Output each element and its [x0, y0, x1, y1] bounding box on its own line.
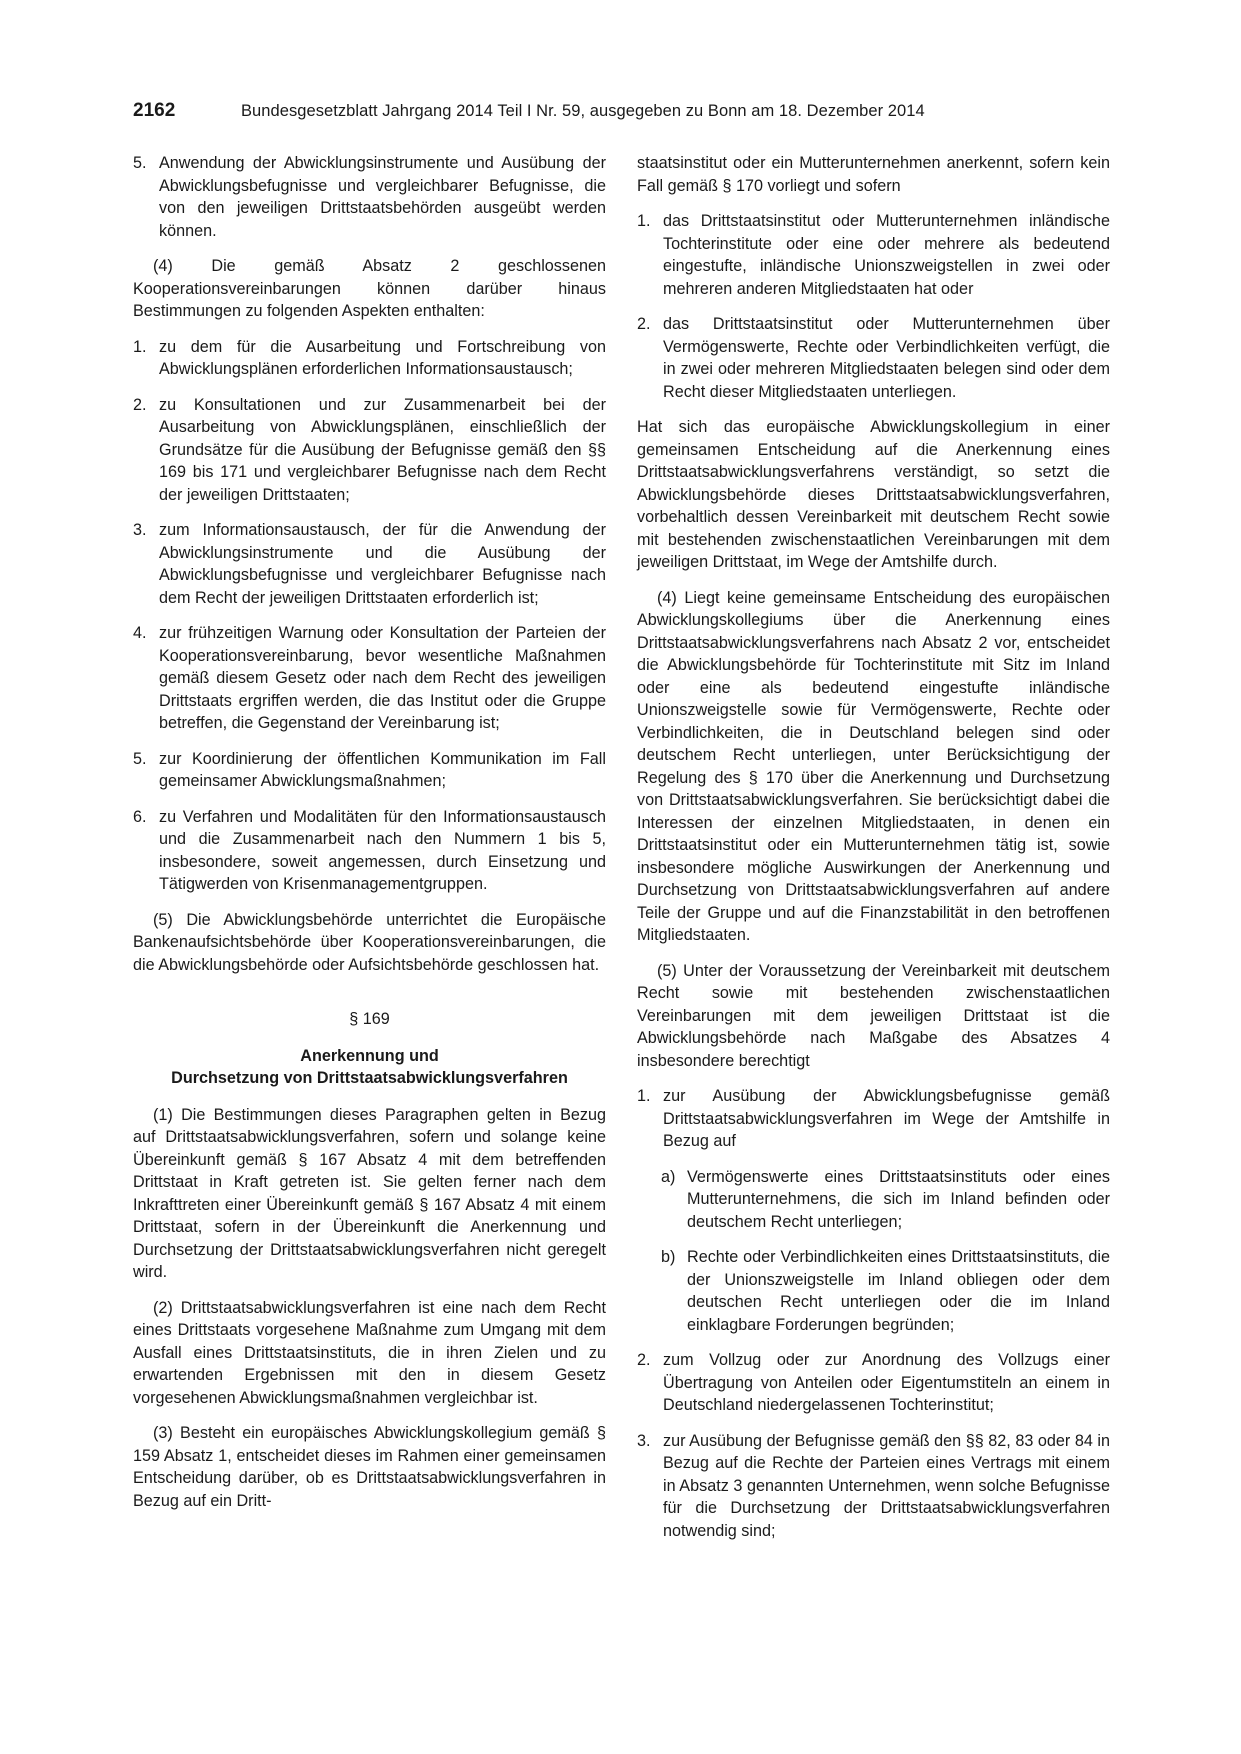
list-item: [637, 313, 1110, 403]
list-item: [637, 1085, 1110, 1153]
sub-item-letter: b): [661, 1248, 676, 1266]
item-text: Anwendung der Abwicklungsinstrumente und Ausübung der Abwicklungsbefugnisse und vergleichbarer Befugnisse, die von den jeweiligen Drittstaatsbehörden ausgeübt werden können.: [159, 154, 606, 240]
sub-list-item: [637, 1166, 1110, 1234]
section-title-line: Anerkennung und: [300, 1046, 439, 1065]
item-number: 2.: [133, 395, 147, 414]
section-title-line: Durchsetzung von Drittstaatsabwicklungsverfahren: [171, 1069, 568, 1087]
s169-paragraph-3: (3) Besteht ein europäisches Abwicklungskollegium gemäß § 159 Absatz 1, entscheidet dieses im Rahmen einer gemeinsamen Entscheidung darüber, ob es Drittstaatsabwicklungsverfahren in Bezug auf ein Dritt-: [133, 1424, 606, 1510]
sub-item-text: Vermögenswerte eines Drittstaatsinstituts oder eines Mutterunternehmens, die sich im Inland befinden oder deutschem Recht unterliegen;: [687, 1167, 1110, 1231]
s169-paragraph-1: (1) Die Bestimmungen dieses Paragraphen gelten in Bezug auf Drittstaatsabwicklungsverfahren, sofern und solange keine Übereinkunft gemäß § 167 Absatz 4 mit dem betreffenden Drittstaat in Kraft getreten ist. Sie gelten ferner nach dem Inkrafttreten einer Übereinkunft gemäß § 167 Absatz 4 mit einem Drittstaat, sofern in der Übereinkunft die Anerkennung und Durchsetzung der Drittstaatsabwicklungsverfahren nicht geregelt wird.: [133, 1105, 606, 1281]
s169-paragraph-2: (2) Drittstaatsabwicklungsverfahren ist eine nach dem Recht eines Drittstaats vorgesehene Maßnahme zum Umgang mit dem Ausfall eines Drittstaatsinstituts, die in ihren Zielen und zu erwartenden Ergebnissen mit den in diesem Gesetz vorgesehenen Abwicklungsmaßnahmen vergleichbar ist.: [133, 1298, 606, 1407]
list-item: [133, 519, 606, 609]
item-number: 6.: [133, 807, 147, 826]
item-text: zur frühzeitigen Warnung oder Konsultation der Parteien der Kooperationsvereinbarung, bevor wesentliche Maßnahmen gemäß diesem Gesetz oder nach dem Recht des jeweiligen Drittstaats ergriffen werden, die das Institut oder die Gruppe betreffen, die Gegenstand der Vereinbarung ist;: [159, 624, 606, 732]
item-text: zum Vollzug oder zur Anordnung des Vollzugs einer Übertragung von Anteilen oder Eigentumstiteln an einem in Deutschland niedergelassenen Tochterinstitut;: [663, 1351, 1110, 1414]
left-column: [133, 152, 606, 1525]
item-text: das Drittstaatsinstitut oder Mutterunternehmen über Vermögenswerte, Rechte oder Verbindlichkeiten verfügt, die in zwei oder mehreren Mitgliedstaaten belegen sind oder dem Recht dieser Mitgliedstaaten unterliegen.: [663, 315, 1110, 401]
item-number: 2.: [637, 1351, 651, 1369]
section-title: [133, 1045, 606, 1090]
header-title: Bundesgesetzblatt Jahrgang 2014 Teil I Nr. 59, ausgegeben zu Bonn am 18. Dezember 2014: [241, 102, 925, 120]
sub-item-text: Rechte oder Verbindlichkeiten eines Drittstaatsinstituts, die der Unionszweigstelle im Inland obliegen oder dem deutschen Recht unterliegen oder die im Inland einklagbare Forderungen begründen;: [687, 1248, 1110, 1334]
item-text: zur Koordinierung der öffentlichen Kommunikation im Fall gemeinsamer Abwicklungsmaßnahmen;: [159, 749, 606, 790]
list-item: [133, 152, 606, 242]
item-number: 3.: [637, 1431, 651, 1450]
item-text: das Drittstaatsinstitut oder Mutterunternehmen inländische Tochterinstitute oder eine oder mehrere als bedeutend eingestufte, inländische Unionszweigstellen in zwei oder mehreren anderen Mitgliedstaaten hat oder: [663, 212, 1110, 298]
list-item: [637, 210, 1110, 300]
list-item: [133, 394, 606, 507]
item-number: 1.: [133, 337, 147, 356]
item-text: zur Ausübung der Befugnisse gemäß den §§ 82, 83 oder 84 in Bezug auf die Rechte der Parteien eines Vertrags mit einem in Absatz 3 genannten Unternehmen, wenn solche Befugnisse für die Durchsetzung der Drittstaatsabwicklungsverfahren notwendig sind;: [663, 1431, 1110, 1540]
section-number: § 169: [349, 1010, 390, 1028]
running-header: [133, 100, 1113, 124]
paragraph-4: (4) Die gemäß Absatz 2 geschlossenen Kooperationsvereinbarungen können darüber hinaus Bestimmungen zu folgenden Aspekten enthalten:: [133, 257, 606, 320]
paragraph-3-end: Hat sich das europäische Abwicklungskollegium in einer gemeinsamen Entscheidung auf die Anerkennung eines Drittstaatsabwicklungsverfahrens verständigt, so setzt die Abwicklungsbehörde dieses Drittstaatsabwicklungsverfahren, vorbehaltlich dessen Vereinbarkeit mit deutschem Recht sowie mit bestehenden zwischenstaatlichen Vereinbarungen mit dem jeweiligen Drittstaat, im Wege der Amtshilfe durch.: [637, 418, 1110, 571]
page-number: 2162: [133, 100, 176, 121]
item-number: 3.: [133, 521, 147, 539]
list-item: [637, 1430, 1110, 1543]
s169-paragraph-4: (4) Liegt keine gemeinsame Entscheidung des europäischen Abwicklungskollegiums über die Anerkennung eines Drittstaatsabwicklungsverfahrens nach Absatz 2 vor, entscheidet die Abwicklungsbehörde für Tochterinstitute mit Sitz im Inland oder eine als bedeutend eingestufte inländische Unionszweigstelle sowie für Vermögenswerte, Rechte oder Verbindlichkeiten, die in Deutschland belegen sind oder deutschem Recht unterliegen, unter Berücksichtigung der Regelung des § 170 über die Anerkennung und Durchsetzung von Drittstaatsabwicklungsverfahren. Sie berücksichtigt dabei die Interessen der einzelnen Mitgliedstaaten, in denen ein Drittstaatsinstitut oder ein Mutterunternehmen tätig ist, sowie insbesondere mögliche Auswirkungen der Anerkennung und Durchsetzung von Drittstaatsabwicklungsverfahren auf andere Teile der Gruppe und auf die Finanzstabilität in den betroffenen Mitgliedstaaten.: [637, 588, 1110, 944]
list-item: [133, 748, 606, 793]
item-number: 1.: [637, 212, 651, 230]
sub-item-letter: a): [661, 1167, 676, 1186]
item-text: zu Verfahren und Modalitäten für den Informationsaustausch und die Zusammenarbeit nach den Nummern 1 bis 5, insbesondere, soweit angemessen, durch Einsetzung und Tätigwerden von Krisenmanagementgruppen.: [159, 807, 606, 893]
item-text: zu Konsultationen und zur Zusammenarbeit bei der Ausarbeitung von Abwicklungsplänen, einschließlich der Grundsätze für die Ausübung der Befugnisse gemäß den §§ 169 bis 171 und vergleichbarer Befugnisse nach dem Recht der jeweiligen Drittstaaten;: [159, 395, 606, 504]
sub-list-item: [637, 1246, 1110, 1336]
item-number: 5.: [133, 749, 147, 768]
s169-paragraph-5: (5) Unter der Voraussetzung der Vereinbarkeit mit deutschem Recht sowie mit bestehenden zwischenstaatlichen Vereinbarungen mit dem jeweiligen Drittstaat ist die Abwicklungsbehörde nach Maßgabe des Absatzes 4 insbesondere berechtigt: [637, 961, 1110, 1070]
list-item: [637, 1349, 1110, 1417]
paragraph-continuation: staatsinstitut oder ein Mutterunternehmen anerkennt, sofern kein Fall gemäß § 170 vorliegt und sofern: [637, 154, 1110, 195]
item-text: zum Informationsaustausch, der für die Anwendung der Abwicklungsinstrumente und die Ausübung der Abwicklungsbefugnisse und vergleichbarer Befugnisse nach dem Recht der jeweiligen Drittstaaten erforderlich ist;: [159, 521, 606, 607]
list-item: [133, 622, 606, 735]
item-number: 2.: [637, 315, 651, 333]
item-number: 5.: [133, 154, 147, 172]
right-column: [637, 152, 1110, 1555]
list-item: [133, 336, 606, 381]
list-item: [133, 806, 606, 896]
item-text: zur Ausübung der Abwicklungsbefugnisse gemäß Drittstaatsabwicklungsverfahren im Wege der Amtshilfe in Bezug auf: [663, 1087, 1110, 1150]
item-text: zu dem für die Ausarbeitung und Fortschreibung von Abwicklungsplänen erforderlichen Informationsaustausch;: [159, 337, 606, 378]
item-number: 1.: [637, 1087, 651, 1105]
paragraph-5: (5) Die Abwicklungsbehörde unterrichtet die Europäische Bankenaufsichtsbehörde über Kooperationsvereinbarungen, die die Abwicklungsbehörde oder Aufsichtsbehörde geschlossen hat.: [133, 910, 606, 974]
item-number: 4.: [133, 624, 147, 642]
